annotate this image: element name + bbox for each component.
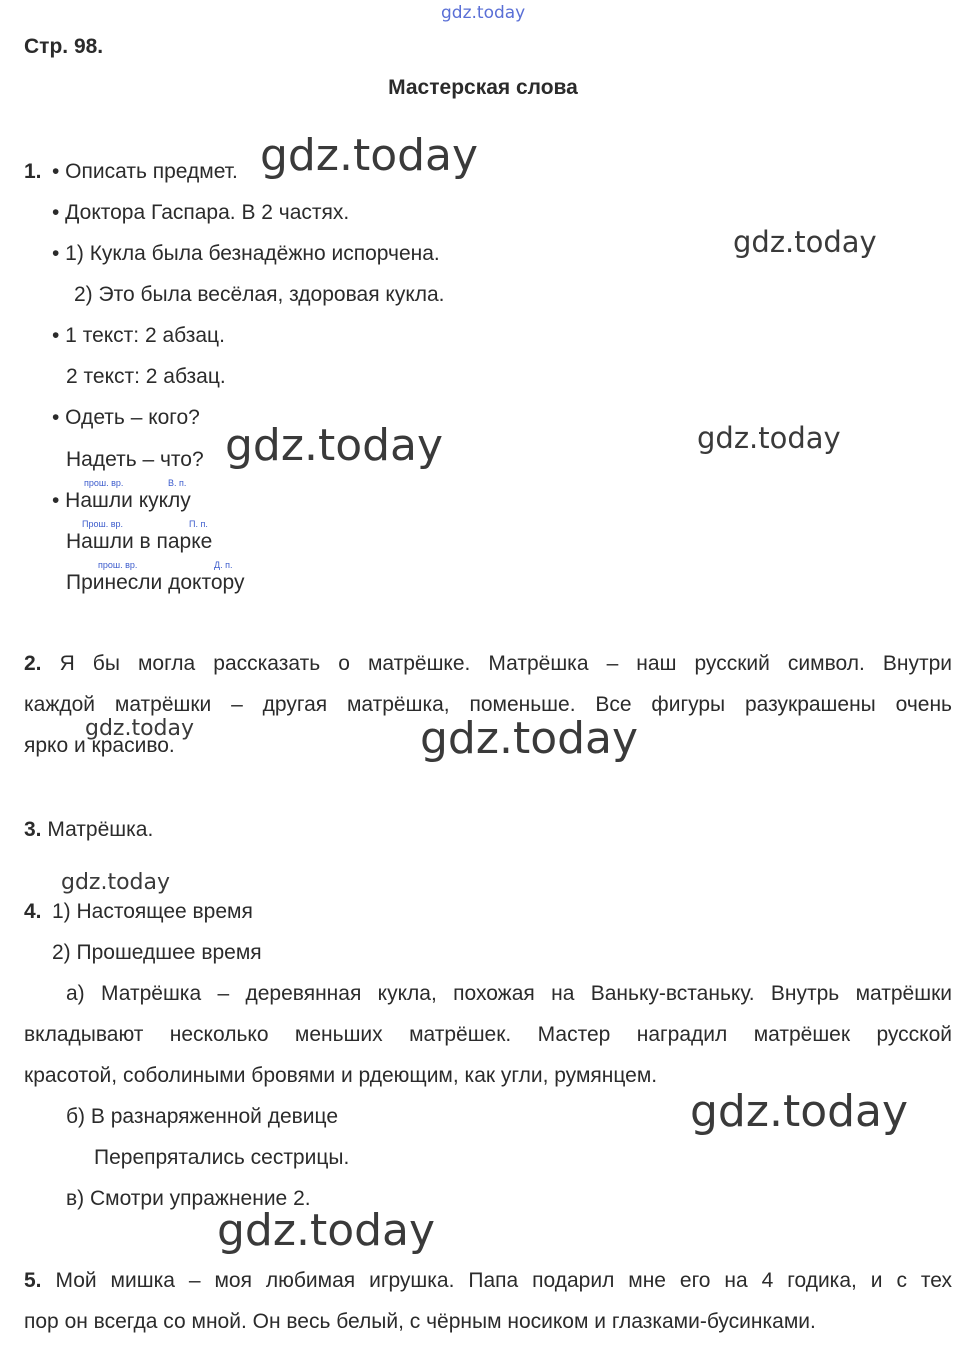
watermark: gdz.today	[441, 3, 526, 23]
watermark: gdz.today	[420, 713, 639, 764]
task1-line: Нашли в парке	[66, 530, 213, 553]
watermark: gdz.today	[733, 225, 877, 259]
page-number: Стр. 98.	[24, 35, 104, 58]
task4-line: в) Смотри упражнение 2.	[66, 1187, 311, 1210]
task1-line: Принесли доктору	[66, 571, 245, 594]
task1-line: • 1 текст: 2 абзац.	[52, 324, 225, 347]
task4-line: 2) Прошедшее время	[52, 941, 262, 964]
task4-line: Перепрятались сестрицы.	[94, 1146, 350, 1169]
watermark: gdz.today	[690, 1086, 909, 1137]
task4-line: красотой, соболиными бровями и рдеющим, как угли, румянцем.	[24, 1064, 658, 1087]
grammar-annotation: прош. вр.	[98, 560, 138, 570]
grammar-annotation: Прош. вр.	[82, 519, 123, 529]
task4-line: вкладывают несколько меньших матрёшек. Мастер наградил матрёшек русской	[24, 1023, 952, 1046]
task1-line: • 1) Кукла была безнадёжно испорчена.	[52, 242, 440, 265]
task1-line: Надеть – что?	[66, 448, 204, 471]
task4-line: а) Матрёшка – деревянная кукла, похожая на Ваньку-встаньку. Внутрь матрёшки	[66, 982, 952, 1005]
watermark: gdz.today	[260, 130, 479, 181]
task1-line: • Одеть – кого?	[52, 406, 200, 429]
task-number: 3.	[24, 818, 42, 841]
task1-line: • Доктора Гаспара. В 2 частях.	[52, 201, 350, 224]
task2-line: Я бы могла рассказать о матрёшке. Матрёшка – наш русский символ. Внутри	[59, 652, 952, 675]
watermark: gdz.today	[61, 870, 171, 895]
task2-paragraph	[24, 643, 952, 766]
grammar-annotation: П. п.	[189, 519, 208, 529]
page-title: Мастерская слова	[388, 76, 578, 99]
task2-line: каждой матрёшки – другая матрёшка, поменьше. Все фигуры разукрашены очень	[24, 693, 952, 716]
task3-line	[24, 819, 153, 840]
task3-answer: Матрёшка.	[47, 818, 154, 841]
watermark: gdz.today	[697, 421, 841, 455]
grammar-annotation: Д. п.	[214, 560, 233, 570]
grammar-annotation: прош. вр.	[84, 478, 124, 488]
watermark: gdz.today	[217, 1205, 436, 1256]
watermark: gdz.today	[85, 716, 195, 741]
watermark: gdz.today	[225, 420, 444, 471]
task5-paragraph	[24, 1260, 952, 1342]
task-number: 2.	[24, 652, 42, 675]
task1-line: • Нашли куклу	[52, 489, 191, 512]
task4-line: 1) Настоящее время	[52, 900, 253, 923]
task4-paragraph	[24, 973, 952, 1096]
task-number: 1.	[24, 160, 42, 183]
grammar-annotation: В. п.	[168, 478, 187, 488]
task4-line: б) В разнаряженной девице	[66, 1105, 338, 1128]
task1-line: • Описать предмет.	[52, 160, 238, 183]
task1-line: 2) Это была весёлая, здоровая кукла.	[74, 283, 445, 306]
task-number: 4.	[24, 900, 42, 923]
task2-line: ярко и красиво.	[24, 734, 175, 757]
task5-line: Мой мишка – моя любимая игрушка. Папа подарил мне его на 4 годика, и с тех	[55, 1269, 952, 1292]
task5-line: пор он всегда со мной. Он весь белый, с чёрным носиком и глазками-бусинками.	[24, 1310, 816, 1333]
task-number: 5.	[24, 1269, 42, 1292]
task1-line: 2 текст: 2 абзац.	[66, 365, 226, 388]
